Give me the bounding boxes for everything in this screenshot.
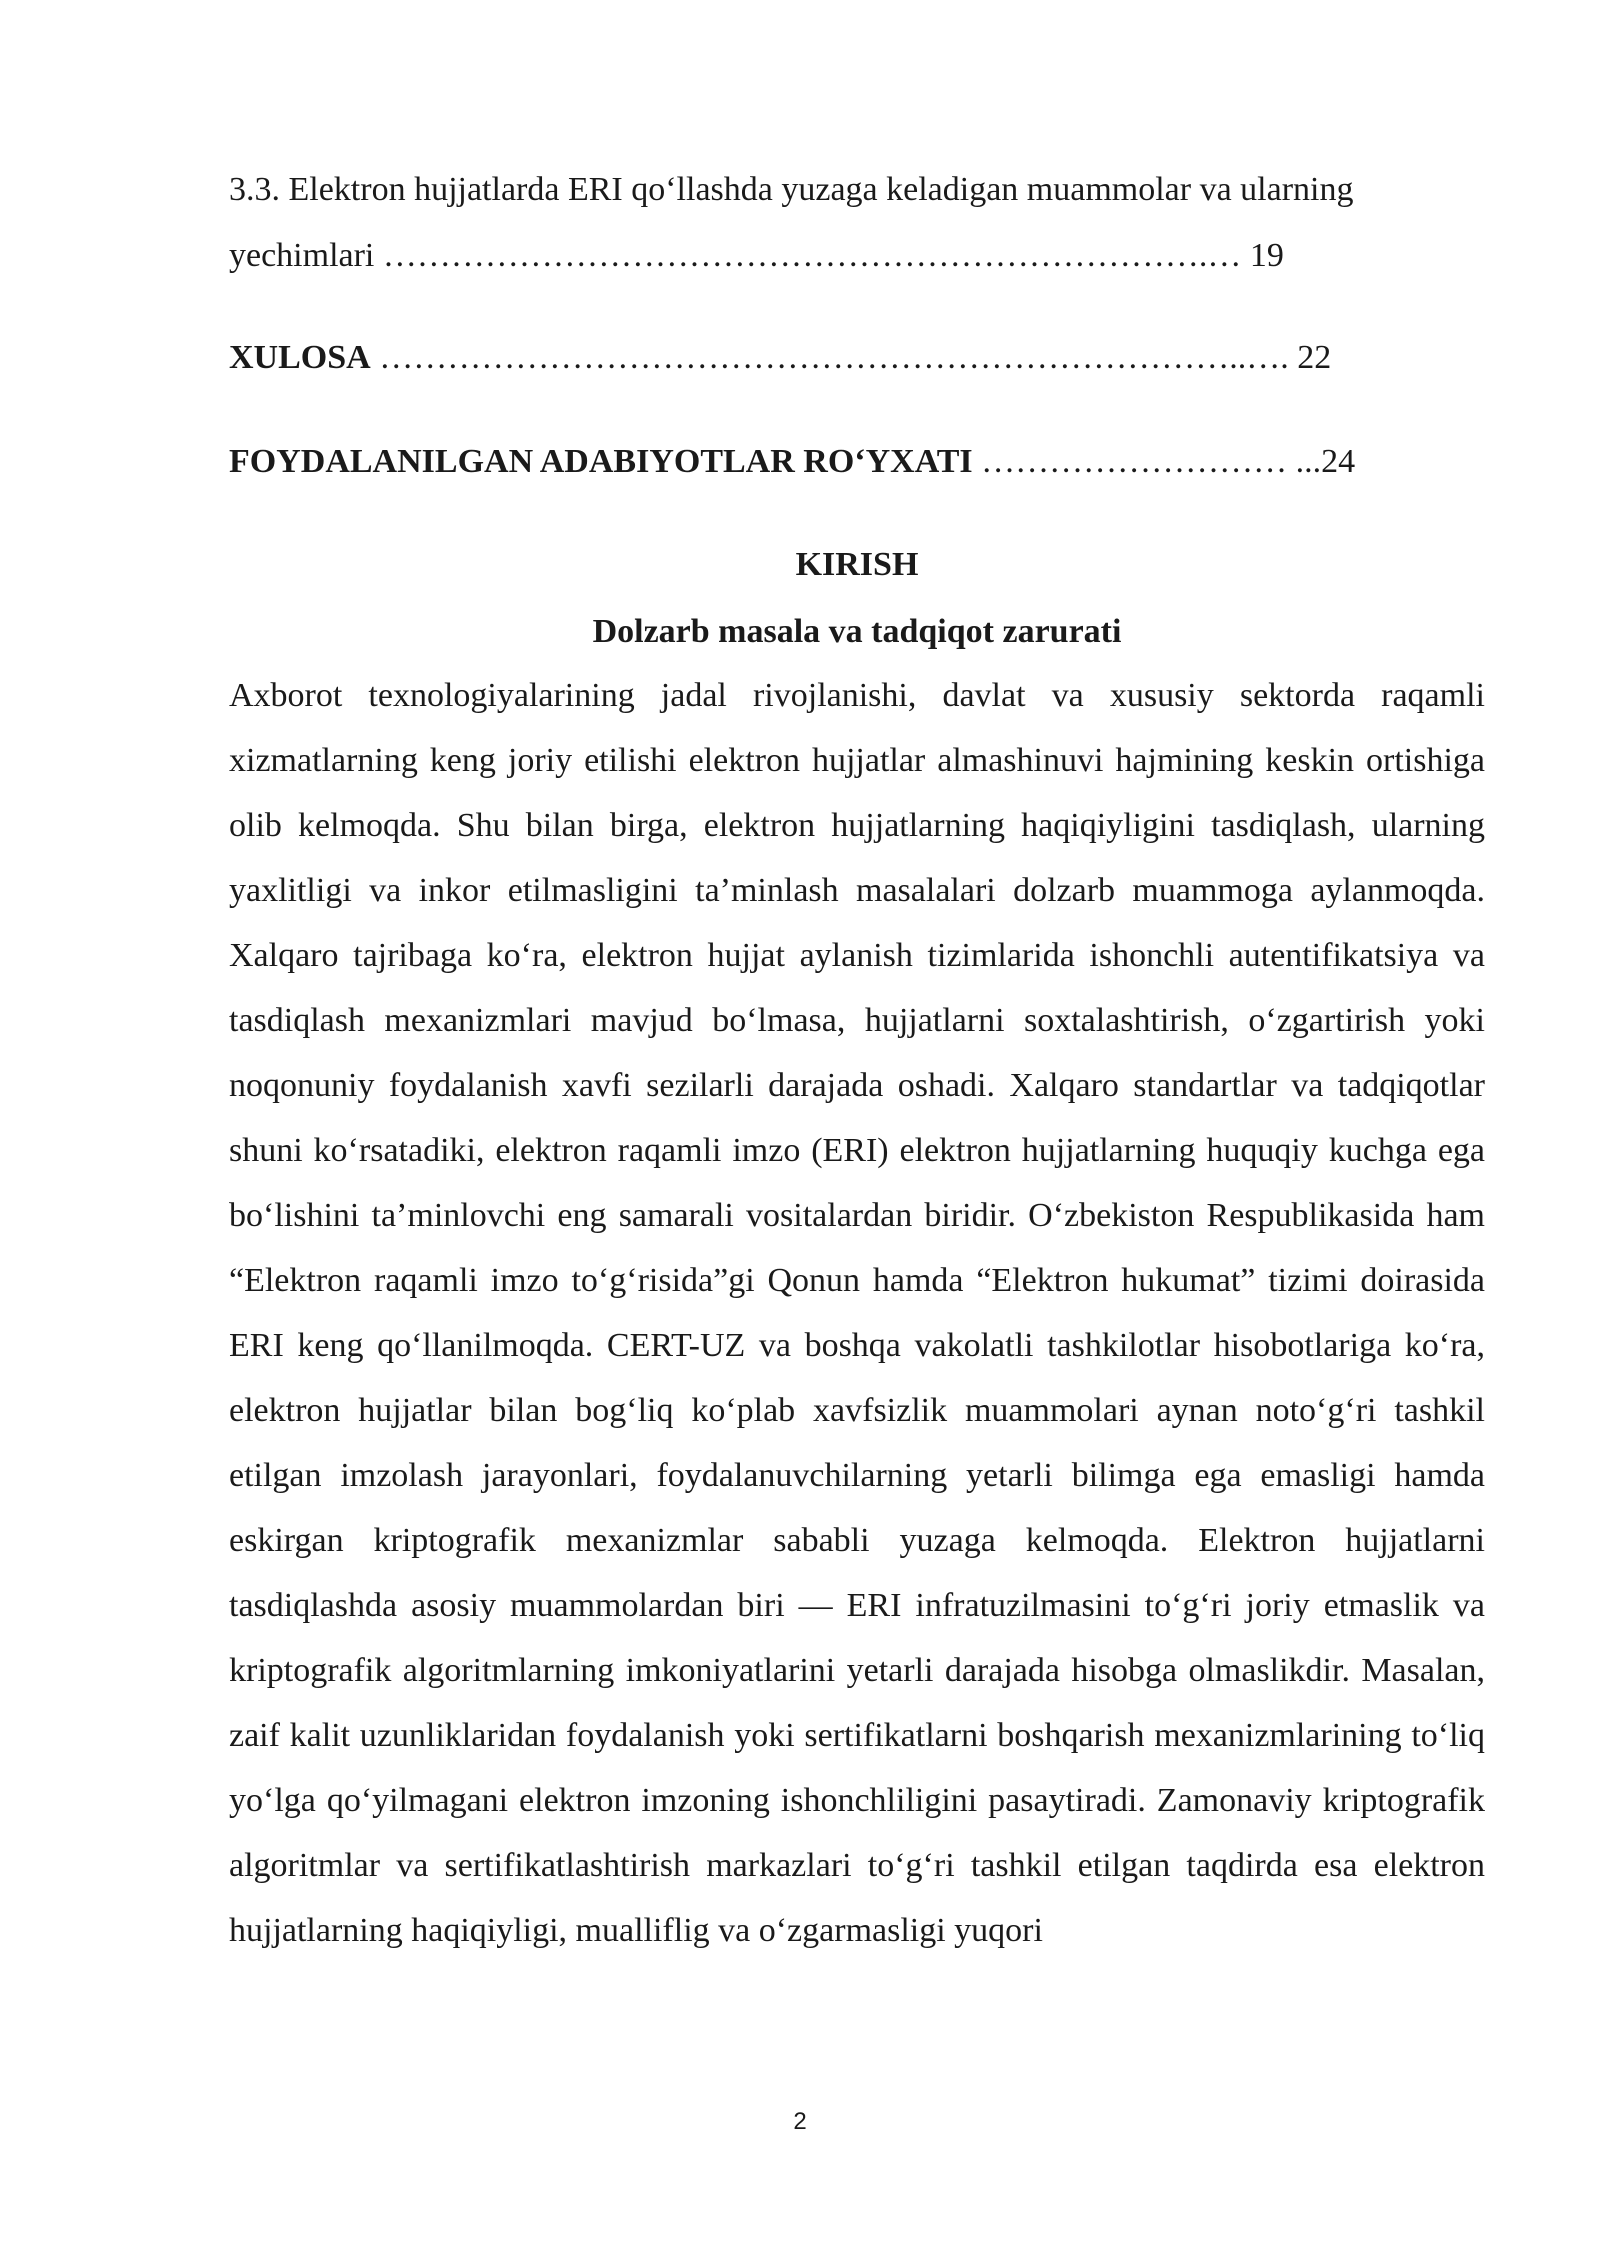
toc-entry-title: FOYDALANILGAN ADABIYOTLAR RO‘YXATI (229, 443, 973, 480)
toc-entry-adabiyotlar (229, 442, 1485, 482)
toc-entry-3-3-line1: 3.3. Elektron hujjatlarda ERI qo‘llashda yuzaga keladigan muammolar va ularning (229, 171, 1354, 208)
toc-leader-dots: …………………………………………………………………..…. (370, 339, 1298, 376)
toc-entry-xulosa (229, 338, 1485, 378)
body-paragraph: Axborot texnologiyalarining jadal rivojlanishi, davlat va xususiy sektorda raqamli xizmatlarning keng joriy etilishi elektron hujjatlar almashinuvi hajmining keskin ortishiga olib kelmoqda. Shu bilan birga, elektron hujjatlarning haqiqiyligini tasdiqlash, ularning yaxlitligi va inkor etilmasligini ta’minlash masalalari dolzarb muammoga aylanmoqda. Xalqaro tajribaga ko‘ra, elektron hujjat aylanish tizimlarida ishonchli autentifikatsiya va tasdiqlash mexanizmlari mavjud bo‘lmasa, hujjatlarni soxtalashtirish, o‘zgartirish yoki noqonuniy foydalanish xavfi sezilarli darajada oshadi. Xalqaro standartlar va tadqiqotlar shuni ko‘rsatadiki, elektron raqamli imzo (ERI) elektron hujjatlarning huquqiy kuchga ega bo‘lishini ta’minlovchi eng samarali vositalardan biridir. O‘zbekiston Respublikasida ham “Elektron raqamli imzo to‘g‘risida”gi Qonun hamda “Elektron hukumat” tizimi doirasida ERI keng qo‘llanilmoqda. CERT-UZ va boshqa vakolatli tashkilotlar hisobotlariga ko‘ra, elektron hujjatlar bilan bog‘liq ko‘plab xavfsizlik muammolari aynan noto‘g‘ri tashkil etilgan imzolash jarayonlari, foydalanuvchilarning yetarli bilimga ega emasligi hamda eskirgan kriptografik mexanizmlar sababli yuzaga kelmoqda. Elektron hujjatlarni tasdiqlashda asosiy muammolardan biri — ERI infratuzilmasini to‘g‘ri joriy etmaslik va kriptografik algoritmlarning imkoniyatlarini yetarli darajada hisobga olmaslikdir. Masalan, zaif kalit uzunliklaridan foydalanish yoki sertifikatlarni boshqarish mexanizmlarining to‘liq yo‘lga qo‘yilmagani elektron imzoning ishonchliligini pasaytiradi. Zamonaviy kriptografik algoritmlar va sertifikatlashtirish markazlari to‘g‘ri tashkil etilgan taqdirda esa elektron hujjatlarning haqiqiyligi, mualliflig va o‘zgarmasligi yuqori (229, 677, 1485, 1949)
toc-page-number: ...24 (1295, 443, 1356, 480)
chapter-title: KIRISH (795, 546, 919, 583)
section-title: Dolzarb masala va tadqiqot zarurati (592, 613, 1122, 650)
toc-entry-3-3-line2: yechimlari ……………………………………………………………….… 19 (229, 237, 1284, 274)
page-number: 2 (793, 2108, 807, 2135)
toc-leader-dots: ……………………… (972, 443, 1296, 480)
toc-page-number: 22 (1297, 339, 1332, 376)
toc-entry-title: XULOSA (229, 339, 371, 376)
